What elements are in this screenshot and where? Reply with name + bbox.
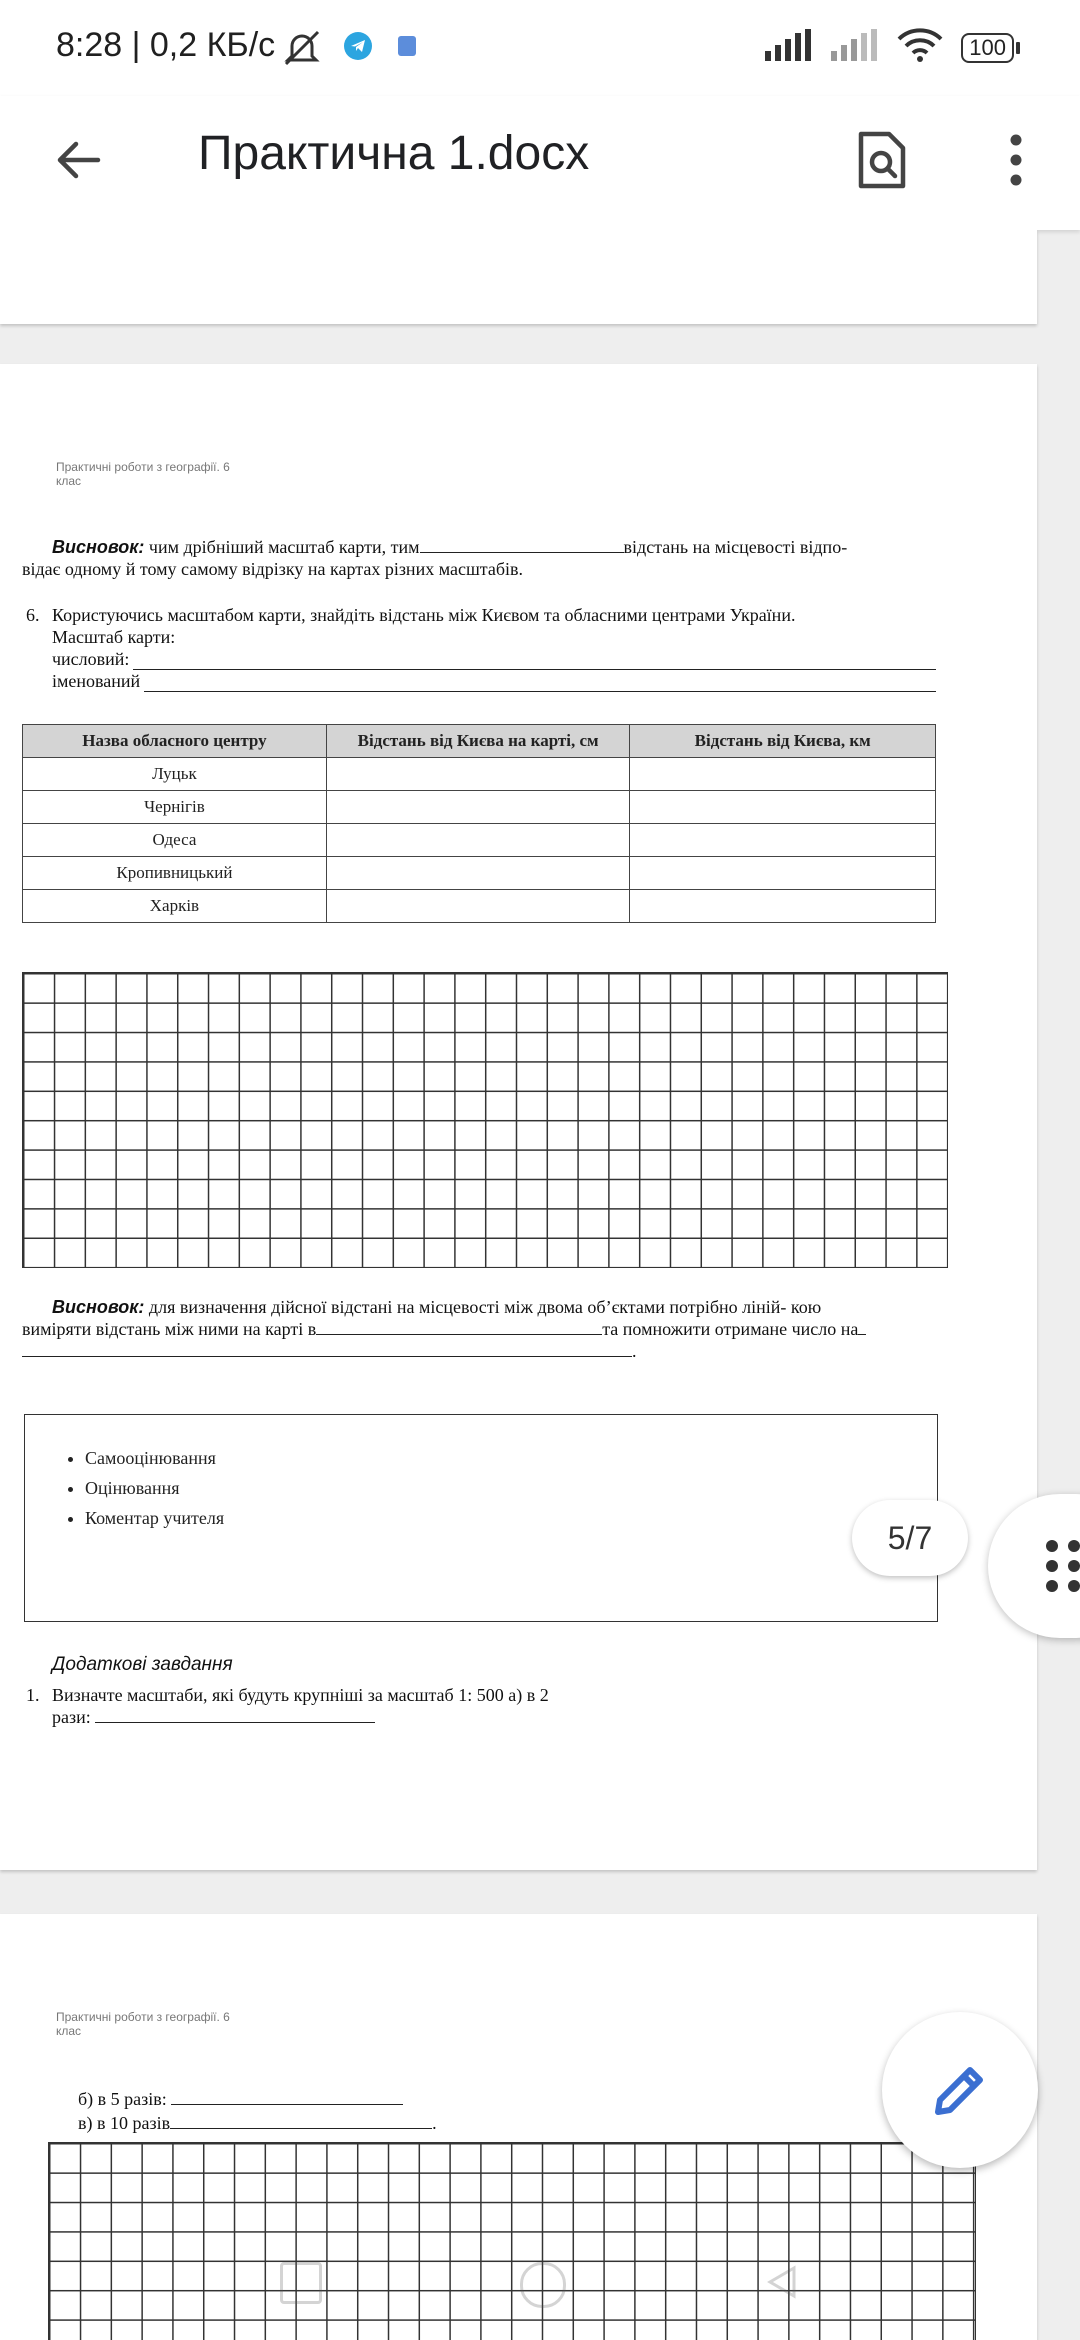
table-cell-city: Кропивницький — [23, 857, 327, 890]
page-header — [56, 460, 230, 488]
list-item: • Самооцінювання — [85, 1443, 937, 1473]
pencil-icon — [930, 2060, 990, 2120]
nav-home-icon[interactable] — [520, 2262, 566, 2308]
table-header-cell: Назва обласного центру — [23, 725, 327, 758]
page-current — [0, 364, 1037, 1870]
next-task-b — [78, 2088, 403, 2110]
page-indicator: 5/7 — [852, 1500, 968, 1576]
answer-blank[interactable] — [95, 1706, 375, 1723]
edit-button[interactable] — [882, 2012, 1038, 2168]
table-cell-empty — [630, 824, 936, 857]
answer-blank[interactable] — [420, 536, 624, 553]
next-task-b-label: б) в 5 разів: — [78, 2089, 167, 2109]
nav-back-icon[interactable] — [764, 2264, 800, 2305]
table-header-cell: Відстань від Києва на карті, см — [326, 725, 630, 758]
battery-level: 100 — [961, 33, 1014, 63]
conclusion-1-label: Висновок: — [52, 537, 145, 557]
grid-area — [22, 972, 948, 1268]
document-title: Практична 1.docx — [198, 127, 590, 180]
distance-table — [22, 724, 936, 923]
table-cell-empty — [630, 758, 936, 791]
grid-area — [48, 2142, 976, 2340]
answer-blank[interactable] — [858, 1318, 866, 1335]
extra-tasks-title: Додаткові завдання — [52, 1654, 233, 1675]
find-in-document-button[interactable] — [850, 122, 914, 198]
conclusion-2-text2-before: виміряти відстань між ними на карті в — [22, 1319, 317, 1339]
task-6-number: 6. — [26, 605, 40, 625]
table-cell-city: Харків — [23, 890, 327, 923]
next-task-c-label: в) в 10 разів — [78, 2113, 171, 2133]
status-bar — [0, 0, 1080, 96]
table-cell-empty — [326, 857, 630, 890]
answer-blank[interactable] — [316, 1318, 602, 1335]
evaluation-box — [24, 1414, 938, 1622]
list-item: • Оцінювання — [85, 1473, 937, 1503]
next-task-c-end: . — [432, 2113, 437, 2133]
drag-handle-icon — [1044, 1538, 1080, 1594]
table-row — [23, 758, 936, 791]
back-button[interactable] — [46, 128, 110, 192]
list-item: • Коментар учителя — [85, 1503, 937, 1533]
signal-2-icon — [831, 29, 879, 66]
signal-icon — [765, 29, 813, 66]
task-6-scale-label: Масштаб карти: — [52, 627, 176, 647]
extra-task-1 — [26, 1684, 626, 1728]
conclusion-2-label: Висновок: — [52, 1297, 145, 1317]
page-header-line1: Практичні роботи з географії. 6 — [56, 460, 230, 474]
notification-app-icon — [398, 36, 416, 56]
page-header-line1: Практичні роботи з географії. 6 — [56, 2010, 230, 2024]
answer-blank[interactable] — [22, 1340, 632, 1357]
table-cell-empty — [630, 857, 936, 890]
table-cell-empty — [326, 824, 630, 857]
conclusion-1-line2: відає одному й тому самому відрізку на картах різних масштабів. — [22, 559, 524, 579]
conclusion-2-text2-after: та помножити отримане число на — [602, 1319, 859, 1339]
arrow-left-icon — [54, 136, 102, 184]
task-6-numeric-label: числовий: — [52, 649, 130, 669]
page-header-line2: клас — [56, 2024, 82, 2038]
table-row — [23, 791, 936, 824]
table-header-cell: Відстань від Києва, км — [630, 725, 936, 758]
conclusion-1 — [22, 536, 922, 580]
page-header — [56, 2010, 230, 2038]
table-row — [23, 890, 936, 923]
table-cell-empty — [630, 890, 936, 923]
table-cell-empty — [630, 791, 936, 824]
more-vert-icon — [1008, 134, 1024, 186]
conclusion-1-text-after: відстань на місцевості відпо- — [623, 537, 848, 557]
battery-icon — [961, 33, 1020, 63]
table-header-row — [23, 725, 936, 758]
conclusion-2-end: . — [632, 1341, 637, 1361]
document-search-icon — [857, 130, 907, 190]
conclusion-2-text1: для визначення дійсної відстані на місцевості між двома об’єктами потрібно ліній- кою — [148, 1297, 822, 1317]
more-options-button[interactable] — [992, 122, 1040, 198]
page-header-line2: клас — [56, 474, 82, 488]
page-previous — [0, 230, 1037, 324]
table-cell-city: Чернігів — [23, 791, 327, 824]
table-cell-city: Луцьк — [23, 758, 327, 791]
table-row — [23, 824, 936, 857]
task-6-text: Користуючись масштабом карти, знайдіть відстань між Києвом та обласними центрами України. — [52, 605, 796, 625]
table-cell-empty — [326, 791, 630, 824]
app-bar — [0, 96, 1080, 230]
evaluation-list — [25, 1443, 937, 1533]
task-6-named-label: іменований — [52, 671, 141, 691]
table-cell-city: Одеса — [23, 824, 327, 857]
telegram-icon — [344, 32, 372, 60]
extra-task-text2: рази: — [52, 1707, 91, 1727]
conclusion-2 — [22, 1296, 936, 1362]
numeric-scale-blank[interactable] — [133, 653, 936, 670]
extra-task-text: Визначте масштаби, які будуть крупніші за масштаб 1: 500 а) в 2 — [52, 1685, 549, 1705]
wifi-icon — [897, 28, 943, 67]
table-cell-empty — [326, 758, 630, 791]
extra-task-number: 1. — [26, 1685, 40, 1705]
nav-recents-icon[interactable] — [280, 2262, 322, 2304]
answer-blank[interactable] — [171, 2088, 403, 2105]
page-next — [0, 1914, 1037, 2340]
table-cell-empty — [326, 890, 630, 923]
status-time: 8:28 | 0,2 КБ/с — [56, 26, 276, 64]
answer-blank[interactable] — [170, 2112, 432, 2129]
mute-icon — [280, 28, 324, 73]
conclusion-1-text-before: чим дрібніший масштаб карти, тим — [148, 537, 420, 557]
named-scale-blank[interactable] — [144, 675, 936, 692]
status-icons — [765, 28, 1020, 67]
table-row — [23, 857, 936, 890]
task-6 — [26, 604, 936, 692]
next-task-c — [78, 2112, 437, 2134]
